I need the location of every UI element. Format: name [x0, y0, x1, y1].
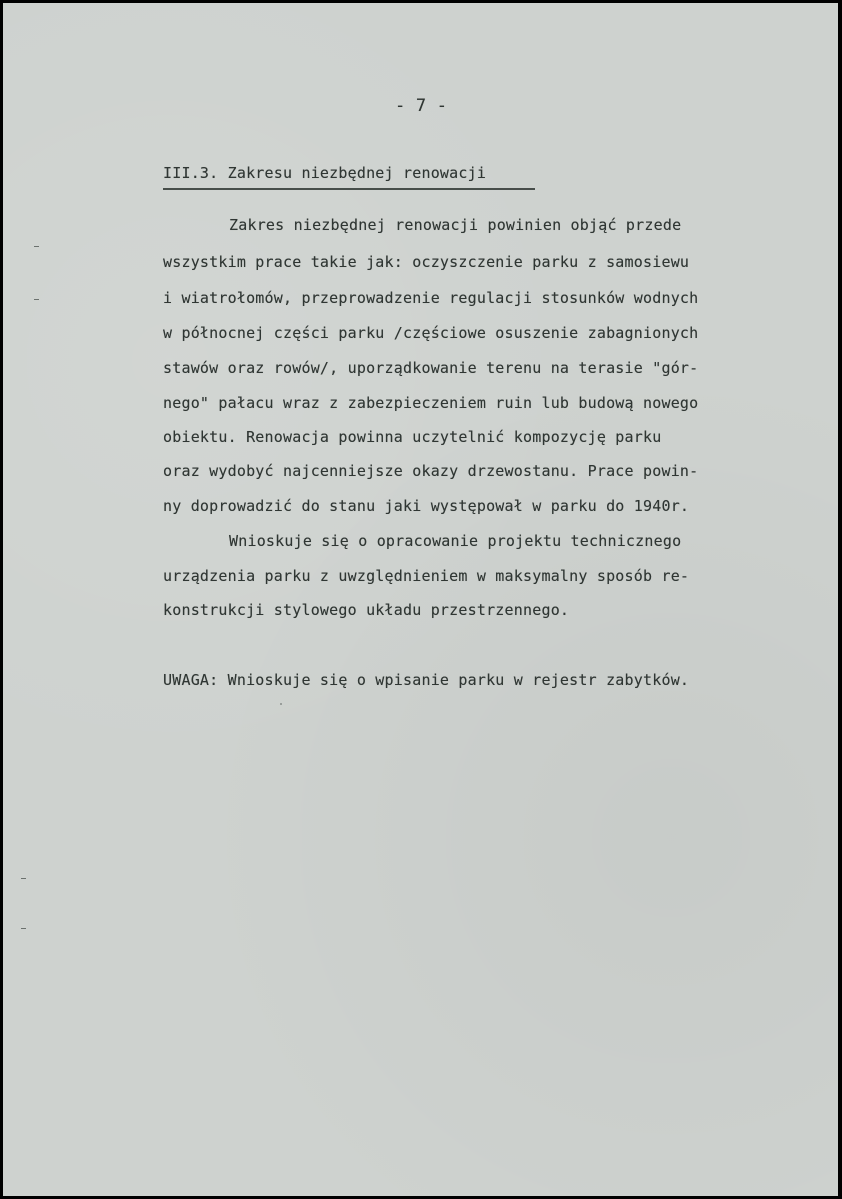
- paragraph-line: stawów oraz rowów/, uporządkowanie terenu na terasie "gór-: [163, 359, 699, 377]
- paragraph-line: ny doprowadzić do stanu jaki występował w parku do 1940r.: [163, 497, 690, 515]
- paper-speck: [280, 703, 282, 705]
- page-number: - 7 -: [395, 96, 448, 116]
- paragraph-line: Wnioskuje się o opracowanie projektu technicznego: [229, 532, 682, 550]
- margin-mark: [34, 299, 39, 300]
- paragraph-line: nego" pałacu wraz z zabezpieczeniem ruin lub budową nowego: [163, 394, 699, 412]
- heading-underline: [163, 188, 535, 190]
- paragraph-line: konstrukcji stylowego układu przestrzennego.: [163, 601, 570, 619]
- paragraph-line: oraz wydobyć najcenniejsze okazy drzewostanu. Prace powin-: [163, 462, 699, 480]
- document-page: [3, 3, 838, 1196]
- margin-mark: [34, 246, 39, 247]
- paragraph-line: wszystkim prace takie jak: oczyszczenie parku z samosiewu: [163, 253, 690, 271]
- paragraph-line: obiektu. Renowacja powinna uczytelnić kompozycję parku: [163, 428, 662, 446]
- note: UWAGA: Wnioskuje się o wpisanie parku w rejestr zabytków.: [163, 671, 690, 689]
- paragraph-line: urządzenia parku z uwzględnieniem w maksymalny sposób re-: [163, 567, 690, 585]
- section-heading: III.3. Zakresu niezbędnej renowacji: [163, 164, 487, 182]
- margin-mark: [21, 928, 26, 929]
- paragraph-line: Zakres niezbędnej renowacji powinien objąć przede: [229, 216, 682, 234]
- paragraph-line: i wiatrołomów, przeprowadzenie regulacji stosunków wodnych: [163, 289, 699, 307]
- margin-mark: [21, 878, 26, 879]
- paragraph-line: w północnej części parku /częściowe osuszenie zabagnionych: [163, 324, 699, 342]
